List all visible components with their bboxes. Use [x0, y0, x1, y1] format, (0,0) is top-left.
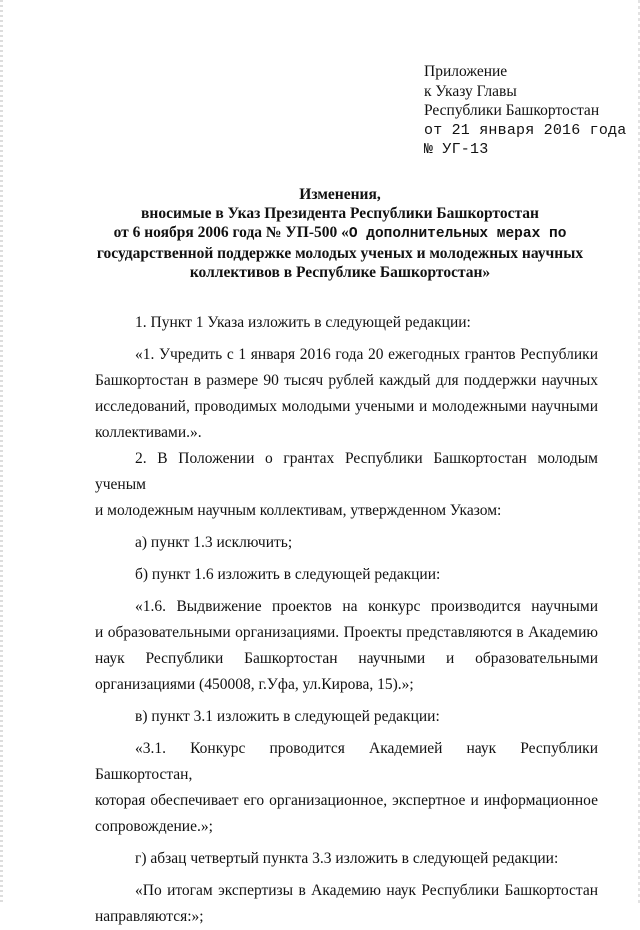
paragraph-2-line-3: исследований, проводимых молодыми учеными и молодежными научными	[95, 398, 598, 415]
appendix-number: № УГ-13	[424, 141, 489, 158]
appendix-date: от 21 января 2016 года	[424, 121, 627, 139]
paragraph-9: г) абзац четвертый пункта 3.3 изложить в следующей редакции:	[135, 850, 559, 867]
paragraph-1: 1. Пункт 1 Указа изложить в следующей редакции:	[135, 314, 471, 331]
paragraph-8-line-3: сопровождение.»;	[95, 818, 213, 835]
paragraph-6-line-4: организациями (450008, г.Уфа, ул.Кирова, 15).»;	[95, 676, 414, 693]
paragraph-5: б) пункт 1.6 изложить в следующей редакции:	[135, 566, 441, 583]
paragraph-7: в) пункт 3.1 изложить в следующей редакции:	[135, 708, 440, 725]
title-line-2: вносимые в Указ Президента Республики Башкортостан	[141, 205, 539, 222]
paragraph-10-line-2: направляются:»;	[95, 908, 204, 925]
title-line-5: коллективов в Республике Башкортостан»	[189, 264, 491, 281]
paragraph-3-line-1: 2. В Положении о грантах Республики Башкортостан молодым ученым	[95, 450, 598, 493]
document-body	[95, 310, 598, 930]
title-line-4: государственной поддержке молодых ученых и молодежных научных	[96, 245, 584, 262]
paragraph-3-line-2: и молодежным научным коллективам, утвержденном Указом:	[95, 502, 502, 519]
paragraph-2-line-2: Башкортостан в размере 90 тысяч рублей каждый для поддержки научных	[95, 372, 598, 389]
paragraph-10-line-1: «По итогам экспертизы в Академию наук Республики Башкортостан	[135, 882, 598, 899]
paragraph-8-line-1: «3.1. Конкурс проводится Академией наук Республики Башкортостан,	[95, 740, 598, 783]
paragraph-6-line-2: и образовательными организациями. Проекты представляются в Академию	[95, 624, 598, 641]
paragraph-4: а) пункт 1.3 исключить;	[135, 534, 293, 551]
document-title	[80, 185, 600, 282]
title-line-3-mono: О дополнительных мерах по	[348, 226, 567, 242]
paragraph-8-line-2: которая обеспечивает его организационное, экспертное и информационное	[95, 792, 598, 809]
appendix-decree-ref: к Указу Главы	[424, 82, 517, 100]
paragraph-6-line-3: наук Республики Башкортостан научными и образовательными	[95, 650, 598, 667]
appendix-republic: Республики Башкортостан	[424, 102, 600, 119]
title-line-1: Изменения,	[299, 186, 381, 203]
paragraph-2-line-4: коллективами.».	[95, 424, 202, 441]
scan-edge-left	[0, 0, 3, 905]
paragraph-2-line-1: «1. Учредить с 1 января 2016 года 20 ежегодных грантов Республики	[135, 346, 598, 363]
paragraph-6-line-1: «1.6. Выдвижение проектов на конкурс производится научными	[135, 598, 598, 615]
title-line-3	[80, 223, 600, 244]
appendix-label: Приложение	[424, 63, 508, 80]
title-line-3-serif: от 6 ноября 2006 года № УП-500 «	[113, 224, 349, 241]
appendix-block	[424, 62, 634, 160]
